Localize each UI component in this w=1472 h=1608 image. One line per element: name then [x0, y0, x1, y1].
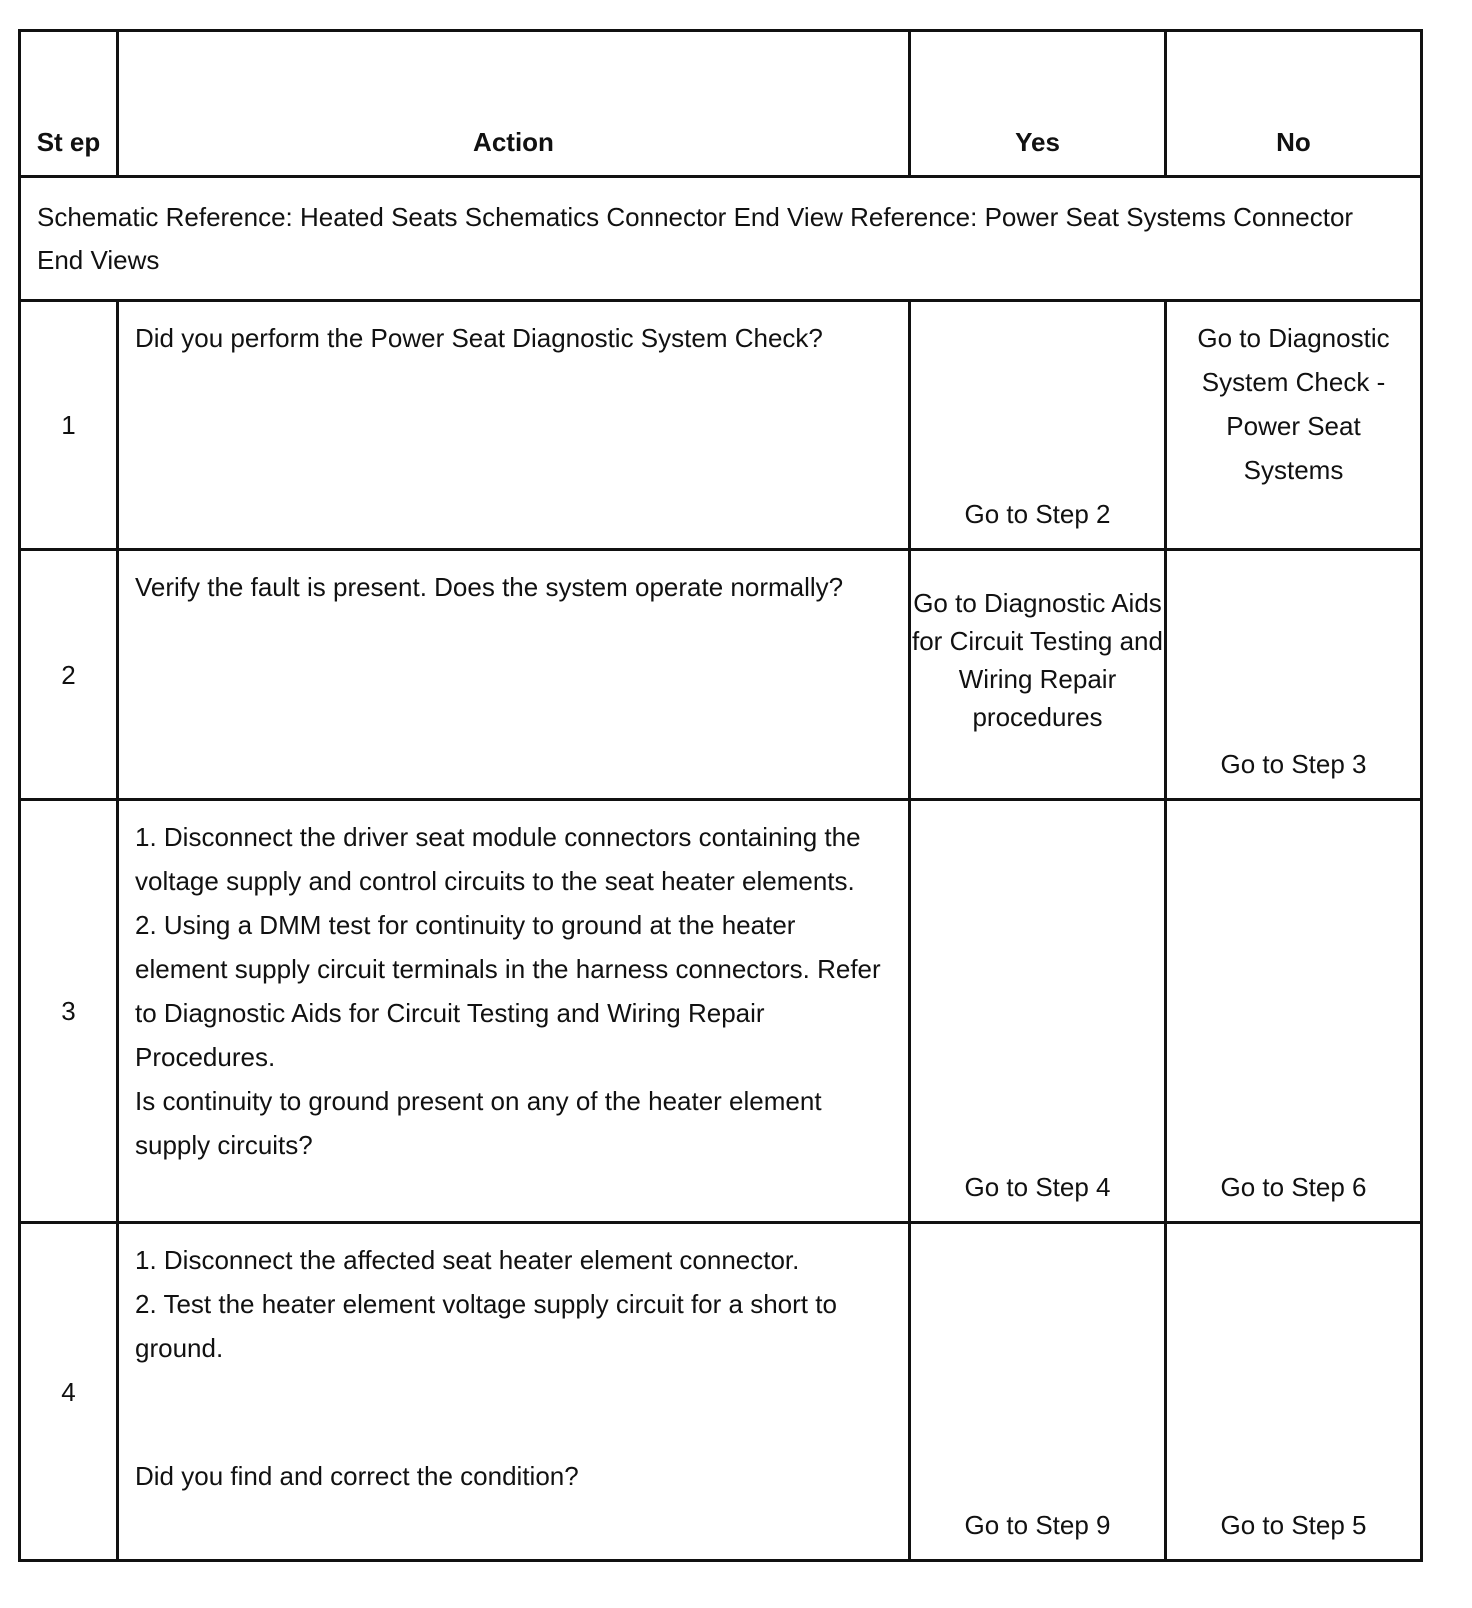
table-row [20, 300, 1422, 550]
spacer [135, 1370, 894, 1454]
header-step [20, 31, 118, 177]
no-result: Go to Diagnostic System Check - Power Seat Systems [1166, 300, 1422, 550]
header-no: No [1166, 31, 1422, 177]
header-step-label: St ep [36, 127, 101, 158]
table-row [20, 800, 1422, 1223]
action-item: 1. Disconnect the driver seat module connectors containing the voltage supply and control circuits to the seat heater elements. [135, 822, 861, 897]
action-question: Did you find and correct the condition? [135, 1461, 579, 1492]
header-action: Action [118, 31, 910, 177]
no-result: Go to Step 5 [1166, 1223, 1422, 1561]
yes-result: Go to Step 9 [910, 1223, 1166, 1561]
step-number: 4 [20, 1223, 118, 1561]
step-number: 3 [20, 800, 118, 1223]
step-action [118, 800, 910, 1223]
schematic-reference: Schematic Reference: Heated Seats Schematics Connector End View Reference: Power Seat Systems Connector End Views [20, 177, 1422, 301]
action-item: 2. Using a DMM test for continuity to ground at the heater element supply circuit terminals in the harness connectors. Refer to Diagnostic Aids for Circuit Testing and Wiring Repair Procedures. [135, 910, 881, 1073]
step-number: 2 [20, 550, 118, 800]
yes-result: Go to Step 4 [910, 800, 1166, 1223]
no-result: Go to Step 6 [1166, 800, 1422, 1223]
yes-result: Go to Step 2 [910, 300, 1166, 550]
step-number: 1 [20, 300, 118, 550]
table-row [20, 1223, 1422, 1561]
yes-result: Go to Diagnostic Aids for Circuit Testing and Wiring Repair procedures [910, 550, 1166, 800]
table-row [20, 550, 1422, 800]
step-action [118, 1223, 910, 1561]
action-question: Is continuity to ground present on any of the heater element supply circuits? [135, 1086, 822, 1161]
step-action: Did you perform the Power Seat Diagnostic System Check? [118, 300, 910, 550]
step-action: Verify the fault is present. Does the system operate normally? [118, 550, 910, 800]
header-row [20, 31, 1422, 177]
no-result: Go to Step 3 [1166, 550, 1422, 800]
reference-row [20, 177, 1422, 301]
diagnostic-table [18, 29, 1423, 1562]
action-item: 1. Disconnect the affected seat heater element connector. [135, 1245, 800, 1276]
header-yes: Yes [910, 31, 1166, 177]
action-item: 2. Test the heater element voltage supply circuit for a short to ground. [135, 1289, 837, 1364]
